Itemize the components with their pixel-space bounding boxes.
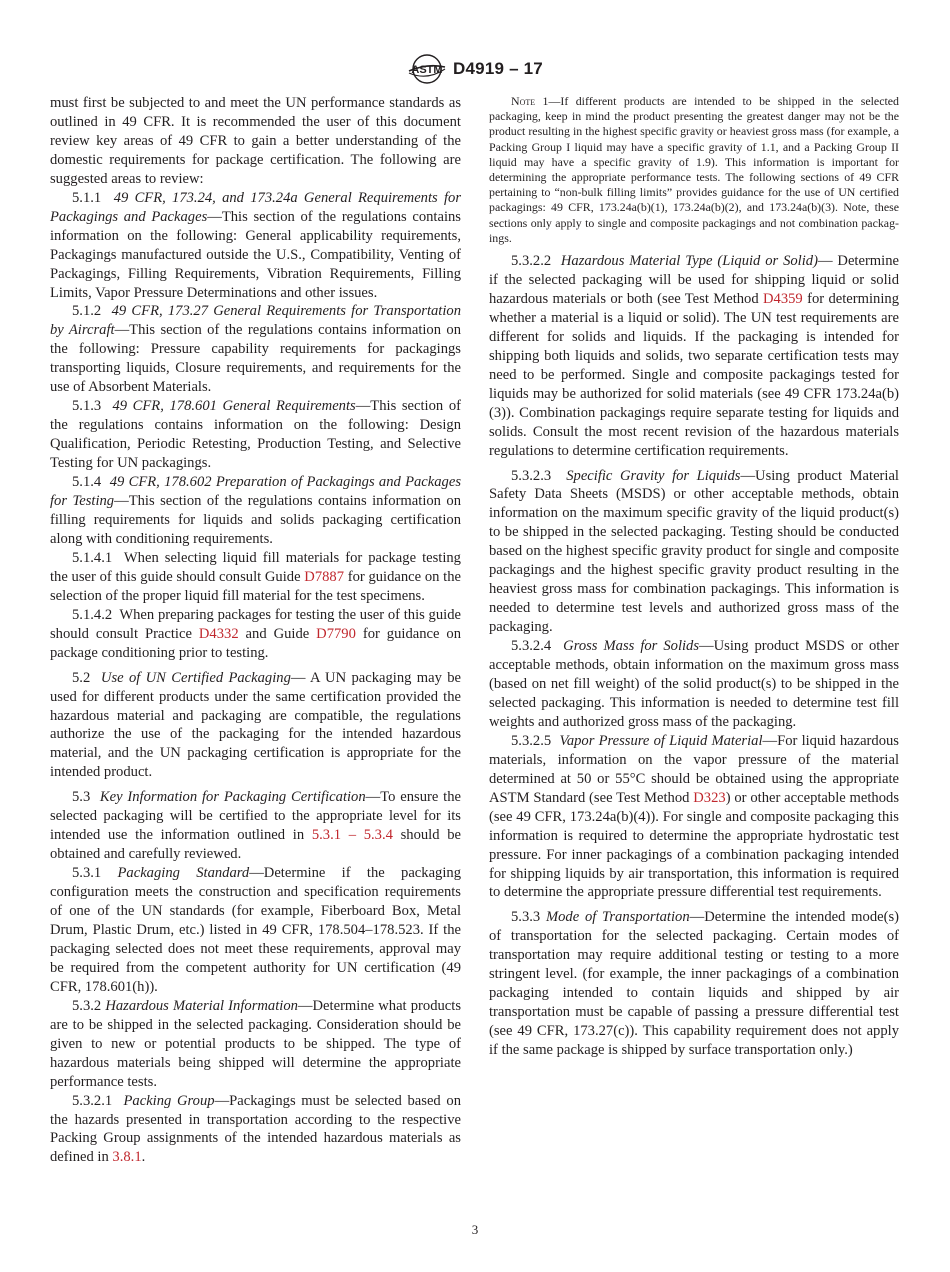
section-5-3-1: 5.3.1 Packaging Standard—Determine if the packaging configuration meets the construction and specification requirements of one of the UN standards (for example, Fiberboard Box, Metal Drum, Plastic Drum, etc.) listed in 49 CFR, 178.504–178.523. If the packaging selected does not meet these requirements, approval may be required from the competent authority for UN certification (49 CFR, 178.601(h)). xyxy=(50,865,461,995)
note-label: Note 1 xyxy=(511,94,549,108)
section-5-1-4-1: 5.1.4.1 When selecting liquid fill materials for package testing the user of this guide should consult Guide D7887 for guidance on the selection of the proper liquid fill material for the test specimens. xyxy=(50,549,461,604)
section-title: 49 CFR, 178.601 General Requirements xyxy=(112,398,356,415)
section-5-1-3: 5.1.3 49 CFR, 178.601 General Requirements—This section of the regulations contains information on the following: Design Qualification, Periodic Retesting, Production Testing, and Selective Testing for UN packagings. xyxy=(50,398,461,472)
page-number: 3 xyxy=(471,1222,479,1237)
link-d4332[interactable]: D4332 xyxy=(198,625,239,642)
section-5-1-4-2: 5.1.4.2 When preparing packages for testing the user of this guide should consult Practice D4332 and Guide D7790 for guidance on package conditioning prior to testing. xyxy=(50,606,461,661)
paragraph-continuation: must first be subjected to and meet the UN performance standards as outlined in 49 CFR. It is recommended the user of this document review key areas of 49 CFR to gain a better understanding of the domestic requirements for package certification. The following are suggested areas to review: xyxy=(50,95,461,187)
right-column xyxy=(489,94,899,1060)
section-5-3: 5.3 Key Information for Packaging Certification—To ensure the selected packaging will be certified to the appropriate level for its intended use the information outlined in 5.3.1 – 5.3.4 should be obtained and carefully reviewed. xyxy=(50,789,462,863)
section-title: Hazardous Material Type (Liquid or Solid) xyxy=(560,253,818,270)
svg-text:ASTM: ASTM xyxy=(411,64,443,76)
section-5-1-2: 5.1.2 49 CFR, 173.27 General Requirements for Transportation by Aircraft—This section of the regulations contains information on the following: Pressure capability requirements for packagings transporting liquids, Closure requirements, and requirements for the use of Absorbent Materials. xyxy=(50,303,461,396)
section-5-3-2-5: 5.3.2.5 Vapor Pressure of Liquid Material—For liquid hazardous materials, information on the vapor pressure of the material determined at 50 or 55°C should be obtained using the appropriate ASTM Standard (see Test Method D323) or other acceptable methods (see 49 CFR, 173.24a(b)(4)). For single and composite packaging this information is required to determine the appropriate hydrostatic test pressure. For inner packagings of a combination packaging intended for shipping liquids by air transportation, this information is required to determine the appropriate pressure differential test requirements. xyxy=(489,732,900,901)
section-5-3-2: 5.3.2 Hazardous Material Information—Determine what products are to be shipped in the selected packaging. Consideration should be given to new or potential products to be shipped. The type of hazardous materials being shipped will determine the appropriate performance tests. xyxy=(50,997,461,1090)
section-5-2: 5.2 Use of UN Certified Packaging— A UN packaging may be used for different products under the same certification provided the hazardous material and packaging are compatible, the regulations authorize the use of the packaging for the intended hazardous material, and the UN packaging certification is appropriate for the intended product. xyxy=(50,669,462,781)
section-5-1-1: 5.1.1 49 CFR, 173.24, and 173.24a General Requirements for Packagings and Packages—This section of the regulations contains information on the following: General applicability requirements, Packagings manufactured outside the U.S., Compatibility, Venting of Packagings, Filling Requirements, Vibration Requirements, Filling Limits, Vapor Pressure Determinations and other issues. xyxy=(50,189,461,301)
section-title: Packing Group xyxy=(123,1092,215,1109)
link-d7790[interactable]: D7790 xyxy=(316,625,356,642)
page-header xyxy=(0,52,950,86)
section-title: 49 CFR, 178.602 Preparation of Packagings and Packages for Testing xyxy=(50,474,461,510)
standard-designation: D4919 – 17 xyxy=(453,59,543,78)
astm-logo-icon xyxy=(407,53,447,85)
left-column xyxy=(50,94,461,1167)
section-5-3-2-3: 5.3.2.3 Specific Gravity for Liquids—Using product Material Safety Data Sheets (MSDS) or other acceptable methods, obtain information on the maximum specific gravity of the liquid product(s) to be shipped in the selected packaging. Testing should be conducted based on the highest specific gravity product for single and composite packagings and the highest specific gravity product resulting in the heaviest gross mass for combination packagings. This information is needed to determine test levels and authorized gross mass of the packaging. xyxy=(489,467,899,636)
section-5-1-4: 5.1.4 49 CFR, 178.602 Preparation of Packagings and Packages for Testing—This section of the regulations contains information on filling requirements for liquids and solids packaging certification along with conditioning requirements. xyxy=(50,474,461,547)
link-d323[interactable]: D323 xyxy=(693,789,726,806)
section-title: Key Information for Packaging Certification xyxy=(99,789,366,806)
link-d7887[interactable]: D7887 xyxy=(304,568,345,585)
section-5-3-2-1: 5.3.2.1 Packing Group—Packagings must be selected based on the hazards presented in transportation according to the respective Packing Group assignments of the intended hazardous materials as defined in 3.8.1. xyxy=(50,1092,461,1166)
section-title: Hazardous Material Information xyxy=(105,997,298,1014)
section-title: Gross Mass for Solids xyxy=(563,638,700,655)
section-title: Specific Gravity for Liquids xyxy=(566,467,741,484)
link-3-8-1[interactable]: 3.8.1 xyxy=(112,1149,142,1166)
section-5-3-3: 5.3.3 Mode of Transportation—Determine the intended mode(s) of transportation for the selected packaging. Certain modes of transportation may require additional testing or testing to a more stringent level. (for example, the inner packagings of a combination packaging intended to contain liquids and shipped by air transportation must be capable of passing a pressure differential test (see 49 CFR, 173.27(c)). This capability requirement does not apply if the same package is shipped by surface transportation only.) xyxy=(489,909,899,1059)
section-title: Mode of Transportation xyxy=(545,909,690,926)
section-title: 49 CFR, 173.24, and 173.24a General Requirements for Packagings and Packages xyxy=(50,189,461,225)
section-5-3-2-2: 5.3.2.2 Hazardous Material Type (Liquid or Solid)— Determine if the selected packaging will be used for shipping liquid or solid hazardous materials or both (see Test Method D4359 for determining whether a material is a liquid or solid). The UN test requirements are different for solids and liquids. If the packaging is intended for shipping both liquids and solids, two separate certification tests may need to be performed. Single and composite packagings tested for liquids may be authorized for solid materials (see 49 CFR 173.24a(b)(3)). Combination packagings require separate testing for liquids and solids. Consult the most recent revision of the hazardous materials regulations to determine certification requirements. xyxy=(489,253,899,459)
section-title: Use of UN Certified Packaging xyxy=(100,669,291,686)
note-1: Note 1—If different products are intended to be shipped in the selected packaging, keep in mind the product presenting the greatest danger may not be the product resulting in the highest specific gravity or heaviest gross mass (for example, a Packing Group I liquid may have a specific gravity of 1.1, and a Packing Group II liquid may have a specific gravity of 1.9). This information is important for determining the appropriate performance tests. The following sections of 49 CFR pertaining to “non-bulk filling limits” provides guidance for the use of UN certified packagings: 49 CFR, 173.24a(b)(1), 173.24a(b)(2), and 173.24a(b)(3). Note, these sections only apply to single and composite packagings and not combination packagings. xyxy=(489,94,899,245)
section-title: 49 CFR, 173.27 General Requirements for Transportation by Aircraft xyxy=(50,303,461,339)
link-d4359[interactable]: D4359 xyxy=(763,290,803,307)
section-title: Vapor Pressure of Liquid Material xyxy=(559,732,763,749)
section-title: Packaging Standard xyxy=(117,865,250,882)
link-5-3-1-to-5-3-4[interactable]: 5.3.1 – 5.3.4 xyxy=(311,827,393,844)
section-5-3-2-4: 5.3.2.4 Gross Mass for Solids—Using product MSDS or other acceptable methods, obtain information on the maximum gross mass (based on net fill weight) of the solid product(s) to be shipped in the selected packaging. This information is needed to determine test fill weights and authorized gross mass of the packaging. xyxy=(489,638,899,730)
